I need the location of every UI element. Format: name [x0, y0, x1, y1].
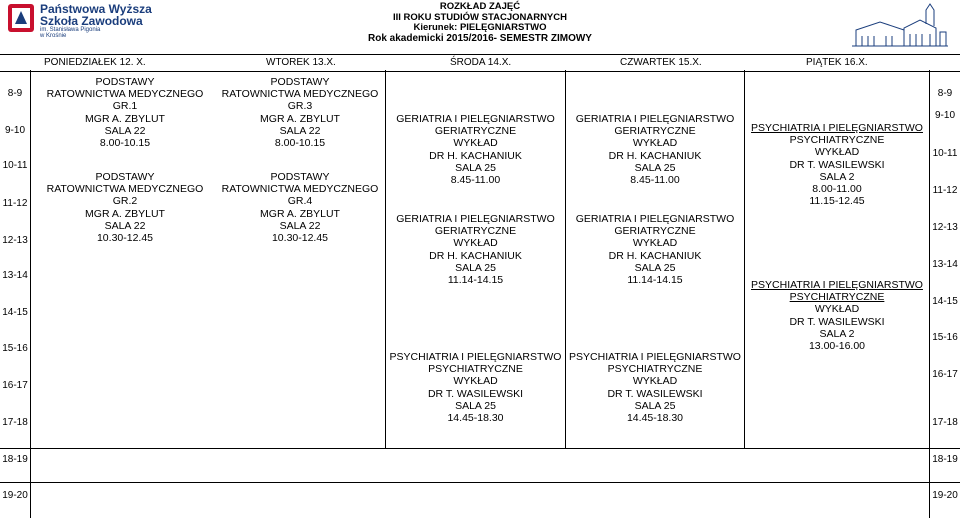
class-line: GERIATRIA I PIELĘGNIARSTWO [396, 213, 555, 225]
slot-label: 17-18 [932, 417, 958, 428]
class-line: WYKŁAD [453, 375, 498, 388]
class-line: PSYCHIATRYCZNE [789, 134, 885, 147]
slot-label: 13-14 [2, 270, 28, 281]
class-line: PSYCHIATRIA I PIELĘGNIARSTWO [751, 122, 923, 134]
class-line: SALA 25 [634, 399, 676, 412]
class-line: MGR A. ZBYLUT [260, 112, 340, 125]
class-line: PSYCHIATRYCZNE [428, 363, 523, 376]
class-line: 8.00-11.00 [812, 182, 862, 195]
class-line: 8.00-10.15 [99, 136, 151, 149]
class-line: 13.00-16.00 [808, 339, 866, 352]
class-block-tuesday-1 [215, 76, 385, 149]
timetable-grid [0, 70, 960, 518]
column-divider [30, 70, 31, 518]
class-line: 11.14-14.15 [447, 273, 504, 286]
class-block-friday-2 [746, 279, 928, 352]
slot-label: 13-14 [932, 259, 958, 270]
class-line: SALA 25 [634, 161, 676, 174]
class-line: SALA 25 [455, 161, 496, 174]
class-line: DR T. WASILEWSKI [427, 387, 524, 400]
slot-label: 10-11 [932, 148, 958, 159]
class-block-monday-1 [40, 76, 210, 149]
class-block-thursday-2 [566, 213, 744, 286]
class-line: PSYCHIATRIA I PIELĘGNIARSTWO [389, 351, 562, 363]
class-line: SALA 25 [455, 261, 496, 274]
class-line: WYKŁAD [814, 146, 860, 159]
class-block-wednesday-1 [386, 113, 565, 186]
class-line: PODSTAWY [270, 76, 330, 88]
slot-label: 15-16 [932, 332, 958, 343]
class-line: SALA 22 [279, 219, 321, 232]
class-line: MGR A. ZBYLUT [85, 112, 165, 125]
class-line: DR H. KACHANIUK [429, 149, 522, 162]
class-block-wednesday-3 [386, 351, 565, 424]
class-line: GR.1 [112, 100, 138, 113]
class-line: WYKŁAD [814, 303, 860, 316]
slot-label: 19-20 [932, 490, 958, 501]
logo-line-3: im. Stanisława Pigonia [40, 27, 101, 33]
class-block-friday-1 [746, 122, 928, 207]
class-line: PODSTAWY [270, 171, 330, 183]
slot-label: 14-15 [932, 296, 958, 307]
class-line: GERIATRIA I PIELĘGNIARSTWO [575, 213, 735, 225]
class-line: PODSTAWY [95, 171, 155, 183]
slot-label: 16-17 [2, 380, 28, 391]
day-thursday: CZWARTEK 15.X. [620, 57, 702, 68]
class-line: GERIATRIA I PIELĘGNIARSTWO [396, 113, 555, 125]
class-line: RATOWNICTWA MEDYCZNEGO [46, 183, 204, 196]
slot-label: 8-9 [937, 88, 953, 99]
class-line: GR.4 [287, 195, 313, 208]
university-emblem-icon [6, 2, 36, 34]
logo-line-2: Szkoła Zawodowa [40, 14, 143, 28]
slot-label: 19-20 [2, 490, 28, 501]
class-line: PODSTAWY [95, 76, 155, 88]
class-block-tuesday-2 [215, 171, 385, 244]
slot-label: 11-12 [2, 198, 28, 209]
class-line: 8.45-11.00 [450, 173, 501, 186]
class-line: WYKŁAD [632, 237, 678, 250]
class-line: SALA 2 [819, 327, 855, 340]
slot-label: 8-9 [7, 88, 23, 99]
class-block-thursday-1 [566, 113, 744, 186]
class-line: GERIATRYCZNE [614, 225, 696, 238]
class-line: 14.45-18.30 [447, 411, 504, 424]
slot-label: 18-19 [932, 454, 958, 465]
class-line: RATOWNICTWA MEDYCZNEGO [221, 88, 379, 101]
class-line: PSYCHIATRYCZNE [607, 363, 703, 376]
title-line-4: Rok akademicki 2015/2016- SEMESTR ZIMOWY [368, 32, 592, 44]
class-line: 10.30-12.45 [96, 231, 154, 244]
title-line-1: ROZKŁAD ZAJĘĆ [439, 1, 521, 12]
slot-label: 9-10 [934, 110, 955, 121]
class-line: GERIATRYCZNE [434, 225, 517, 238]
class-line: 8.45-11.00 [630, 173, 680, 186]
title-line-2: III ROKU STUDIÓW STACJONARNYCH [393, 11, 567, 23]
row-divider [0, 448, 960, 449]
slot-label: 14-15 [2, 307, 28, 318]
class-line: MGR A. ZBYLUT [260, 207, 340, 220]
slot-label: 15-16 [2, 343, 28, 354]
class-line: PSYCHIATRYCZNE [789, 291, 885, 304]
university-logo [6, 2, 152, 39]
logo-line-1: Państwowa Wyższa [40, 2, 152, 16]
column-divider [929, 70, 930, 518]
class-line: WYKŁAD [453, 237, 498, 250]
class-line: 14.45-18.30 [626, 411, 684, 424]
class-line: GR.3 [287, 100, 313, 113]
class-line: PSYCHIATRIA I PIELĘGNIARSTWO [751, 279, 923, 291]
class-line: GERIATRIA I PIELĘGNIARSTWO [575, 113, 735, 125]
class-block-thursday-3 [566, 351, 744, 424]
class-line: MGR A. ZBYLUT [85, 207, 165, 220]
class-line: SALA 22 [104, 124, 146, 137]
slot-label: 12-13 [932, 222, 958, 233]
class-line: PSYCHIATRIA I PIELĘGNIARSTWO [569, 351, 741, 363]
header [0, 0, 960, 54]
building-sketch-icon [850, 2, 950, 48]
day-tuesday: WTOREK 13.X. [266, 57, 336, 68]
class-line: SALA 25 [634, 261, 676, 274]
class-line: DR H. KACHANIUK [608, 149, 702, 162]
class-line: SALA 22 [104, 219, 146, 232]
class-block-wednesday-2 [386, 213, 565, 286]
class-block-monday-2 [40, 171, 210, 244]
day-friday: PIĄTEK 16.X. [806, 57, 868, 68]
class-line: 11.14-14.15 [627, 273, 683, 286]
class-line: DR T. WASILEWSKI [607, 387, 703, 400]
class-line: GERIATRYCZNE [434, 125, 517, 138]
day-monday: PONIEDZIAŁEK 12. X. [44, 57, 146, 68]
class-line: 11.15-12.45 [809, 195, 865, 208]
class-line: 10.30-12.45 [271, 231, 329, 244]
schedule-titles [300, 2, 660, 44]
class-line: RATOWNICTWA MEDYCZNEGO [46, 88, 204, 101]
class-line: 8.00-10.15 [274, 136, 326, 149]
logo-line-4: w Krośnie [40, 33, 67, 39]
day-wednesday: ŚRODA 14.X. [450, 57, 512, 68]
class-line: SALA 2 [819, 170, 855, 183]
title-line-3: Kierunek: PIELĘGNIARSTWO [413, 22, 547, 33]
class-line: GR.2 [112, 195, 138, 208]
slot-label: 11-12 [932, 185, 958, 196]
class-line: RATOWNICTWA MEDYCZNEGO [221, 183, 379, 196]
class-line: GERIATRYCZNE [614, 125, 696, 138]
slot-label: 9-10 [4, 125, 25, 136]
class-line: WYKŁAD [453, 137, 498, 150]
class-line: DR T. WASILEWSKI [789, 315, 885, 328]
row-divider [0, 482, 960, 483]
class-line: SALA 25 [455, 399, 496, 412]
class-line: DR H. KACHANIUK [429, 249, 522, 262]
class-line: DR H. KACHANIUK [608, 249, 702, 262]
class-line: WYKŁAD [632, 137, 678, 150]
slot-label: 18-19 [2, 454, 28, 465]
column-divider [744, 70, 745, 448]
class-line: SALA 22 [279, 124, 321, 137]
class-line: WYKŁAD [632, 375, 678, 388]
class-line: DR T. WASILEWSKI [789, 158, 885, 171]
slot-label: 17-18 [2, 417, 28, 428]
slot-label: 16-17 [932, 369, 958, 380]
slot-label: 10-11 [2, 160, 28, 171]
slot-label: 12-13 [2, 235, 28, 246]
